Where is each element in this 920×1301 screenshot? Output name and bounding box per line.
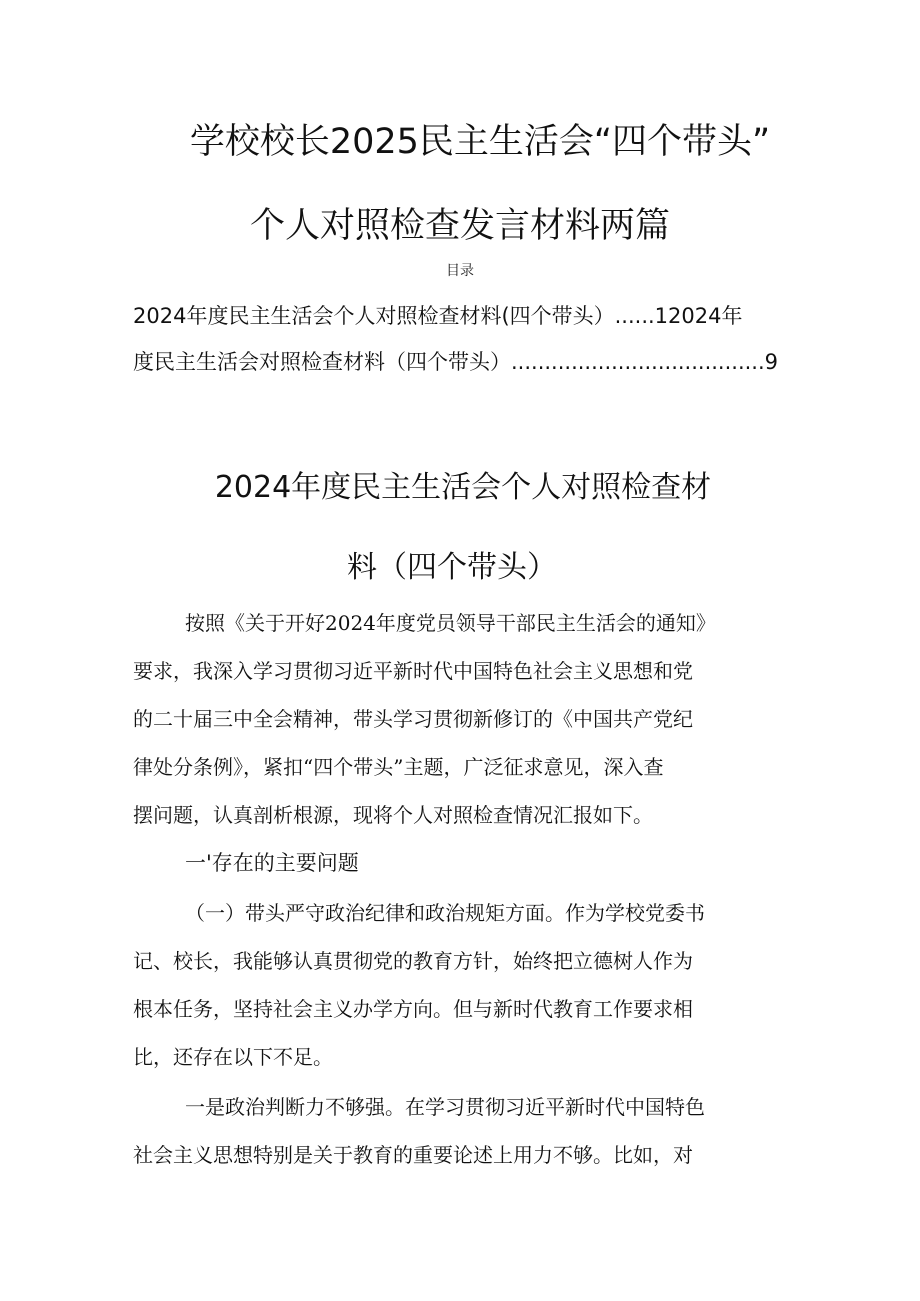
section-title-line-2: 料（四个带头）	[347, 550, 557, 585]
paragraph-line: 按照《关于开好2024年度党员领导干部民主生活会的通知》	[185, 611, 716, 635]
document-title-line-2: 个人对照检查发言材料两篇	[249, 206, 670, 246]
paragraph-line: 社会主义思想特别是关于教育的重要论述上用力不够。比如，对	[133, 1143, 693, 1167]
section-heading-problems: 一'存在的主要问题	[185, 851, 359, 875]
toc-entry-line-2[interactable]: 度民主生活会对照检查材料（四个带头）......................................9	[133, 350, 779, 374]
paragraph-line: 记、校长，我能够认真贯彻党的教育方针，始终把立德树人作为	[133, 949, 693, 973]
paragraph-line: 比，还存在以下不足。	[133, 1045, 333, 1069]
paragraph-line: 一是政治判断力不够强。在学习贯彻习近平新时代中国特色	[185, 1095, 705, 1119]
section-title-line-1: 2024年度民主生活会个人对照检查材	[214, 470, 712, 505]
paragraph-line: 要求，我深入学习贯彻习近平新时代中国特色社会主义思想和党	[133, 659, 693, 683]
paragraph-line: 摆问题，认真剖析根源，现将个人对照检查情况汇报如下。	[133, 803, 653, 827]
paragraph-line: 根本任务，坚持社会主义办学方向。但与新时代教育工作要求相	[133, 997, 693, 1021]
toc-heading: 目录	[446, 263, 474, 279]
paragraph-line: 律处分条例》，紧扣“四个带头”主题，广泛征求意见，深入查	[133, 755, 664, 779]
document-title-line-1: 学校校长2025民主生活会“四个带头”	[189, 122, 771, 162]
paragraph-line: （一）带头严守政治纪律和政治规矩方面。作为学校党委书	[185, 901, 705, 925]
paragraph-line: 的二十届三中全会精神，带头学习贯彻新修订的《中国共产党纪	[133, 707, 693, 731]
toc-entry-line-1[interactable]: 2024年度民主生活会个人对照检查材料(四个带头）......12024年	[133, 304, 743, 328]
